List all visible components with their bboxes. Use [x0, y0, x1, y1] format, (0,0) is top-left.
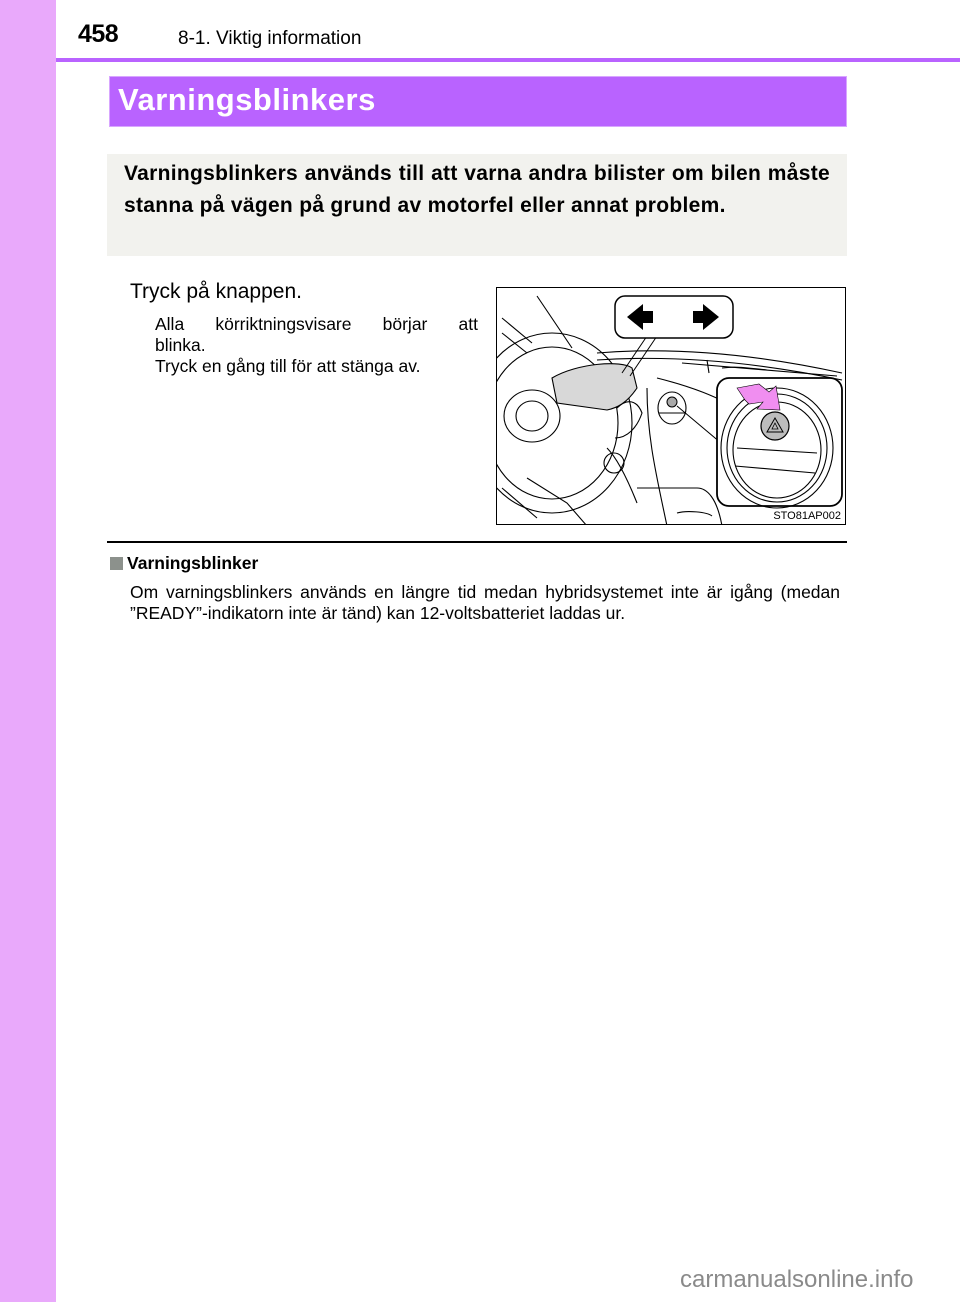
intro-box	[107, 154, 847, 256]
section-label: 8-1. Viktig information	[178, 28, 362, 49]
note-heading-text: Varningsblinker	[127, 553, 259, 573]
step-detail-line: Alla körriktningsvisare börjar att	[155, 314, 478, 334]
title-bar	[109, 76, 847, 127]
watermark-link[interactable]: carmanualsonline.info	[680, 1266, 914, 1293]
step-instruction: Tryck på knappen.	[130, 280, 302, 303]
intro-text: Varningsblinkers används till att varna andra bilister om bilen måste stanna på vägen på grund av motorfel eller annat problem.	[124, 162, 830, 217]
page-number: 458	[78, 20, 119, 48]
header-rule	[56, 58, 960, 62]
square-bullet-icon	[110, 557, 123, 570]
section-divider	[107, 541, 847, 543]
step-detail	[155, 314, 478, 377]
chapter-side-tab	[0, 0, 56, 1302]
step-detail-line: Tryck en gång till för att stänga av.	[155, 356, 421, 376]
step-detail-line: blinka.	[155, 335, 206, 355]
dashboard-drawing-icon	[497, 288, 846, 525]
page-title: Varningsblinkers	[118, 82, 376, 117]
note-body: Om varningsblinkers används en längre tid medan hybridsystemet inte är igång (medan ”READY”-indikatorn inte är tänd) kan 12-voltsbatteriet laddas ur.	[130, 582, 840, 623]
note-heading	[110, 553, 258, 574]
dashboard-illustration	[496, 287, 846, 525]
figure-code: STO81AP002	[773, 510, 841, 522]
